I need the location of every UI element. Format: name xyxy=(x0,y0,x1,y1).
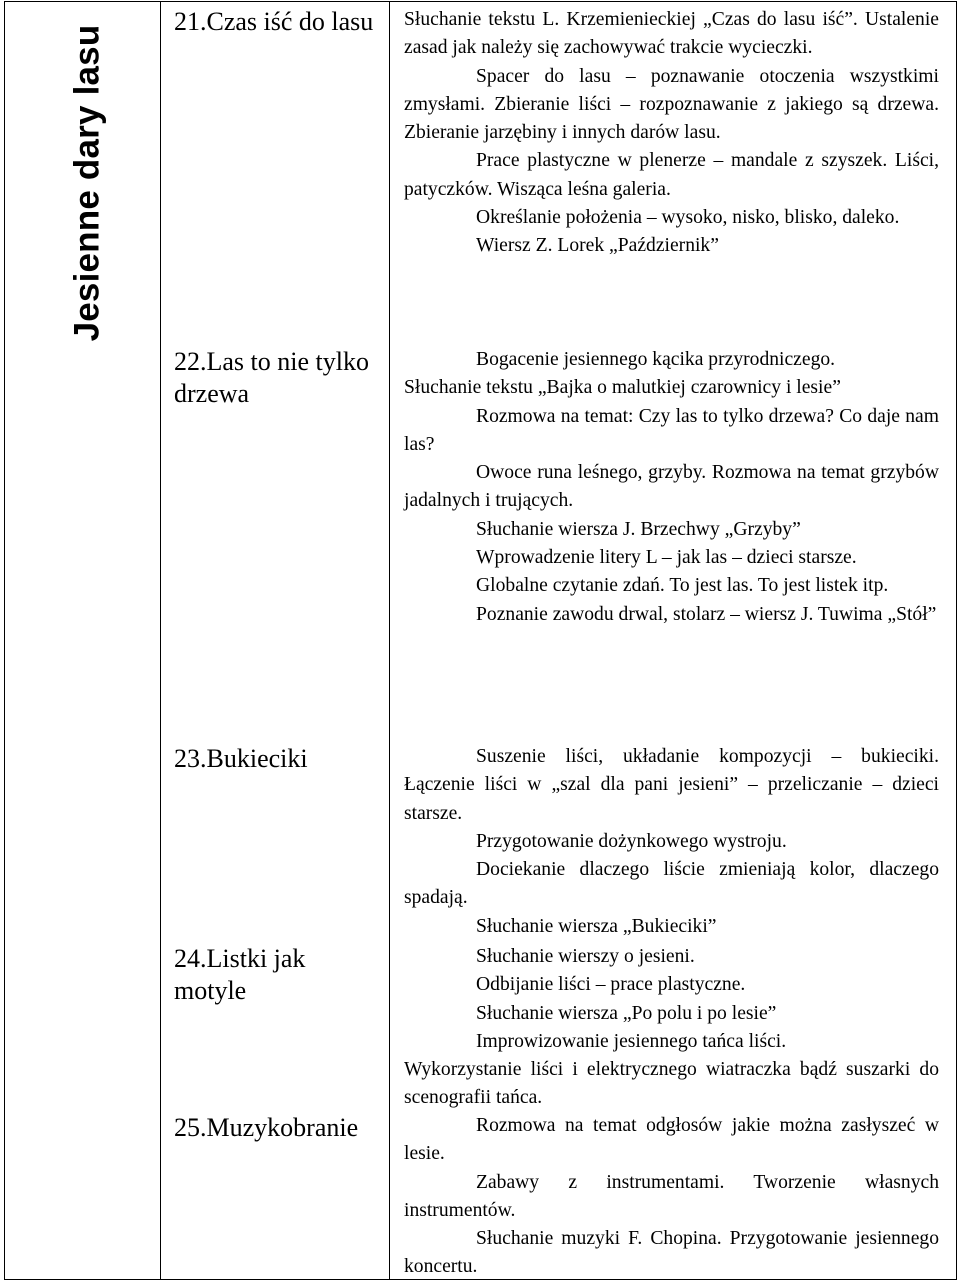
activities-25 xyxy=(404,1112,939,1282)
activity-paragraph: Globalne czytanie zdań. To jest las. To jest listek itp. xyxy=(476,575,889,597)
activity-paragraph: Poznanie zawodu drwal, stolarz – wiersz J. Tuwima „Stół” xyxy=(476,603,937,625)
activity-paragraph: Suszenie liści, układanie kompozycji – bukieciki. Łączenie liści w „szal dla pani jesieni” – przeliczanie – dzieci starsze. xyxy=(404,746,939,824)
lesson-plan-table xyxy=(4,1,957,1280)
activity-paragraph: Określanie położenia – wysoko, nisko, blisko, daleko. xyxy=(476,207,900,229)
activity-paragraph: Słuchanie wierszy o jesieni. xyxy=(476,946,695,967)
activity-paragraph: Rozmowa na temat odgłosów jakie można zasłyszeć w lesie. xyxy=(404,1115,939,1165)
activities-24 xyxy=(404,943,939,1113)
activities-23 xyxy=(404,743,939,941)
topic-22: 22.Las to nie tylko drzewa xyxy=(174,347,369,408)
activity-paragraph: Improwizowanie jesiennego tańca liści. xyxy=(476,1030,787,1052)
activity-paragraph: Słuchanie wiersza J. Brzechwy „Grzyby” xyxy=(476,518,801,540)
activity-paragraph: Słuchanie wiersza „Bukieciki” xyxy=(476,915,717,937)
activity-paragraph: Bogacenie jesiennego kącika przyrodniczego. xyxy=(476,349,836,370)
content-column xyxy=(391,2,958,1279)
activity-paragraph: Wykorzystanie liści i elektrycznego wiatraczka bądź suszarki do scenografii tańca. xyxy=(404,1059,939,1109)
activity-paragraph: Słuchanie tekstu „Bajka o malutkiej czarownicy i lesie” xyxy=(404,377,841,399)
activities-22 xyxy=(404,346,939,629)
activity-paragraph: Słuchanie wiersza „Po polu i po lesie” xyxy=(476,1002,777,1024)
topic-column xyxy=(161,2,390,1279)
activity-paragraph: Słuchanie muzyki F. Chopina. Przygotowanie jesiennego koncertu. xyxy=(404,1228,939,1278)
activity-paragraph: Odbijanie liści – prace plastyczne. xyxy=(476,974,746,996)
activity-paragraph: Dociekanie dlaczego liście zmieniają kolor, dlaczego spadają. xyxy=(404,859,939,909)
theme-title xyxy=(21,2,161,362)
activity-paragraph: Spacer do lasu – poznawanie otoczenia wszystkimi zmysłami. Zbieranie liści – rozpoznawanie z jakiego są drzewa. Zbieranie jarzębiny i innych darów lasu. xyxy=(404,65,939,144)
topic-25: 25.Muzykobranie xyxy=(174,1113,359,1142)
theme-column xyxy=(5,2,161,1279)
activity-paragraph: Zabawy z instrumentami. Tworzenie własnych instrumentów. xyxy=(404,1171,939,1221)
activity-paragraph: Owoce runa leśnego, grzyby. Rozmowa na temat grzybów jadalnych i trujących. xyxy=(404,462,939,512)
topic-24: 24.Listki jak motyle xyxy=(174,944,306,1005)
activity-paragraph: Wiersz Z. Lorek „Październik” xyxy=(476,235,719,257)
activity-paragraph: Rozmowa na temat: Czy las to tylko drzewa? Co daje nam las? xyxy=(404,405,939,455)
topic-21: 21.Czas iść do lasu xyxy=(174,7,374,36)
theme-title-text: Jesienne dary lasu xyxy=(67,24,107,342)
activities-21 xyxy=(404,6,939,261)
activity-paragraph: Przygotowanie dożynkowego wystroju. xyxy=(476,830,787,852)
topic-23: 23.Bukieciki xyxy=(174,744,308,773)
activity-paragraph: Wprowadzenie litery L – jak las – dzieci starsze. xyxy=(476,547,857,569)
activity-paragraph: Prace plastyczne w plenerze – mandale z szyszek. Liści, patyczków. Wisząca leśna galeria. xyxy=(404,150,939,200)
activity-paragraph: Słuchanie tekstu L. Krzemienieckiej „Czas do lasu iść”. Ustalenie zasad jak należy się zachowywać trakcie wycieczki. xyxy=(404,9,939,59)
